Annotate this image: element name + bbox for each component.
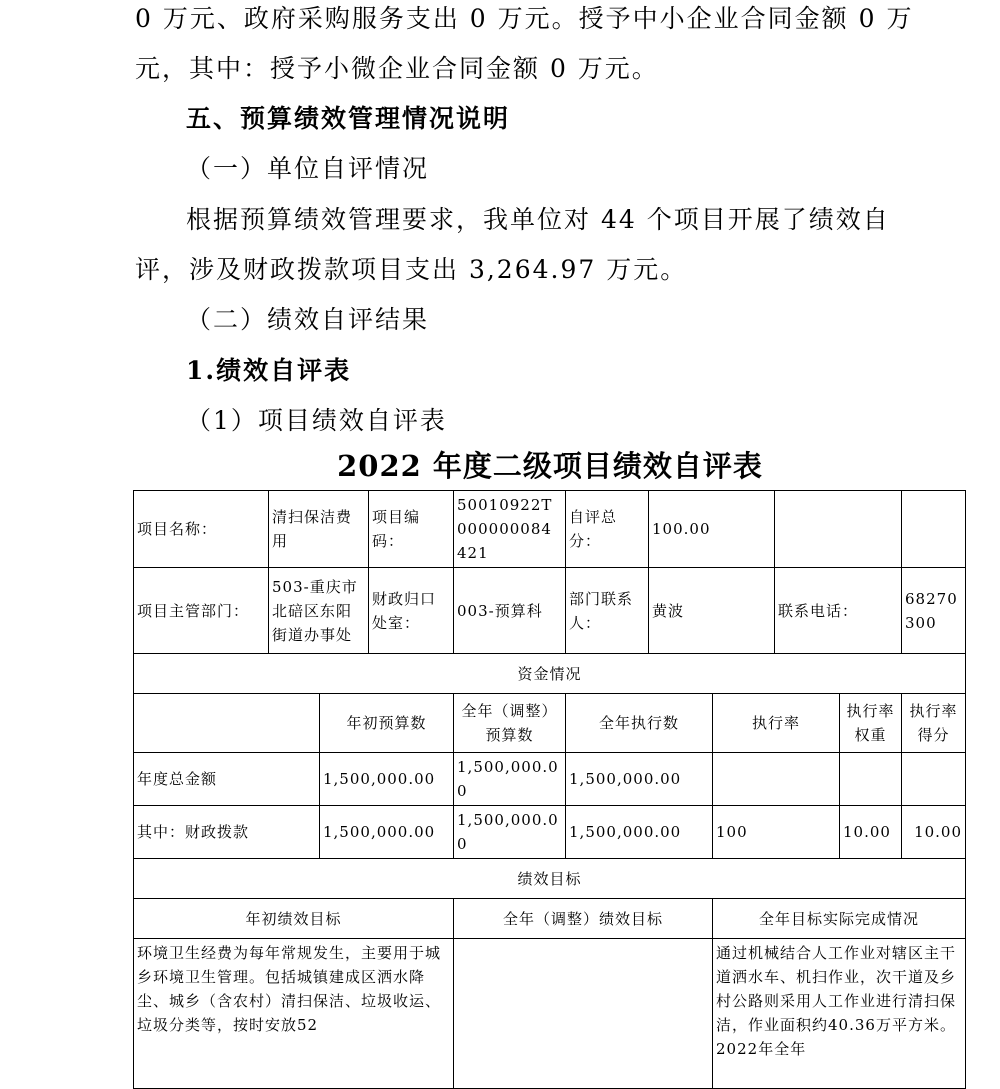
empty-cell bbox=[775, 491, 902, 568]
project-name-value: 清扫保洁费用 bbox=[269, 491, 369, 568]
col-header-initial-budget: 年初预算数 bbox=[320, 694, 454, 753]
fiscal-rate-score: 10.00 bbox=[902, 806, 966, 859]
subheading-project-table: （1）项目绩效自评表 bbox=[186, 406, 447, 435]
fiscal-rate-weight: 10.00 bbox=[840, 806, 902, 859]
perf-actual-text: 通过机械结合人工作业对辖区主干道洒水车、机扫作业，次干道及乡村公路则采用人工作业进行清扫保洁，作业面积约40.36万平方米。2022年全年 bbox=[713, 939, 966, 1089]
project-name-label: 项目名称： bbox=[134, 491, 269, 568]
body-line-2: 元，其中：授予小微企业合同金额 0 万元。 bbox=[135, 54, 659, 83]
project-code-value: 50010922T000000084421 bbox=[454, 491, 566, 568]
funds-section-header: 资金情况 bbox=[134, 654, 966, 694]
perf-adjusted-text bbox=[454, 939, 713, 1089]
project-code-label: 项目编码： bbox=[369, 491, 454, 568]
heading-self-eval-table: 1.绩效自评表 bbox=[186, 356, 352, 385]
fiscal-executed: 1,500,000.00 bbox=[566, 806, 713, 859]
self-score-label: 自评总分： bbox=[566, 491, 649, 568]
phone-label: 联系电话： bbox=[775, 568, 902, 654]
empty-cell bbox=[902, 753, 966, 806]
row-label-fiscal: 其中：财政拨款 bbox=[134, 806, 320, 859]
empty-cell bbox=[713, 753, 840, 806]
contact-label: 部门联系人： bbox=[566, 568, 649, 654]
total-executed: 1,500,000.00 bbox=[566, 753, 713, 806]
total-initial-budget: 1,500,000.00 bbox=[320, 753, 454, 806]
perf-header-adjusted: 全年（调整）绩效目标 bbox=[454, 899, 713, 939]
office-value: 003-预算科 bbox=[454, 568, 566, 654]
col-header-rate-score: 执行率得分 bbox=[902, 694, 966, 753]
fiscal-initial-budget: 1,500,000.00 bbox=[320, 806, 454, 859]
body-line-4: 评，涉及财政拨款项目支出 3,264.97 万元。 bbox=[135, 255, 688, 284]
phone-value: 68270300 bbox=[902, 568, 966, 654]
empty-cell bbox=[134, 694, 320, 753]
subheading-self-eval-results: （二）绩效自评结果 bbox=[186, 305, 430, 334]
col-header-executed: 全年执行数 bbox=[566, 694, 713, 753]
body-line-3: 根据预算绩效管理要求，我单位对 44 个项目开展了绩效自 bbox=[186, 205, 890, 234]
perf-header-initial: 年初绩效目标 bbox=[134, 899, 454, 939]
col-header-exec-rate: 执行率 bbox=[713, 694, 840, 753]
empty-cell bbox=[840, 753, 902, 806]
self-score-value: 100.00 bbox=[649, 491, 775, 568]
subheading-unit-self-eval: （一）单位自评情况 bbox=[186, 154, 430, 183]
empty-cell bbox=[902, 491, 966, 568]
table-title: 2022 年度二级项目绩效自评表 bbox=[337, 449, 763, 483]
fiscal-exec-rate: 100 bbox=[713, 806, 840, 859]
perf-header-actual: 全年目标实际完成情况 bbox=[713, 899, 966, 939]
row-label-total: 年度总金额 bbox=[134, 753, 320, 806]
perf-section-header: 绩效目标 bbox=[134, 859, 966, 899]
total-adjusted-budget: 1,500,000.00 bbox=[454, 753, 566, 806]
project-self-eval-table bbox=[133, 490, 966, 1089]
body-line-1: 0 万元、政府采购服务支出 0 万元。授予中小企业合同金额 0 万 bbox=[135, 4, 914, 33]
office-label: 财政归口处室： bbox=[369, 568, 454, 654]
col-header-rate-weight: 执行率权重 bbox=[840, 694, 902, 753]
perf-initial-text: 环境卫生经费为每年常规发生，主要用于城乡环境卫生管理。包括城镇建成区洒水降尘、城乡（含农村）清扫保洁、垃圾收运、垃圾分类等，按时安放52 bbox=[134, 939, 454, 1089]
contact-value: 黄波 bbox=[649, 568, 775, 654]
fiscal-adjusted-budget: 1,500,000.00 bbox=[454, 806, 566, 859]
dept-label: 项目主管部门： bbox=[134, 568, 269, 654]
col-header-adjusted-budget: 全年（调整）预算数 bbox=[454, 694, 566, 753]
dept-value: 503-重庆市北碚区东阳街道办事处 bbox=[269, 568, 369, 654]
section-heading-5: 五、预算绩效管理情况说明 bbox=[186, 104, 511, 133]
